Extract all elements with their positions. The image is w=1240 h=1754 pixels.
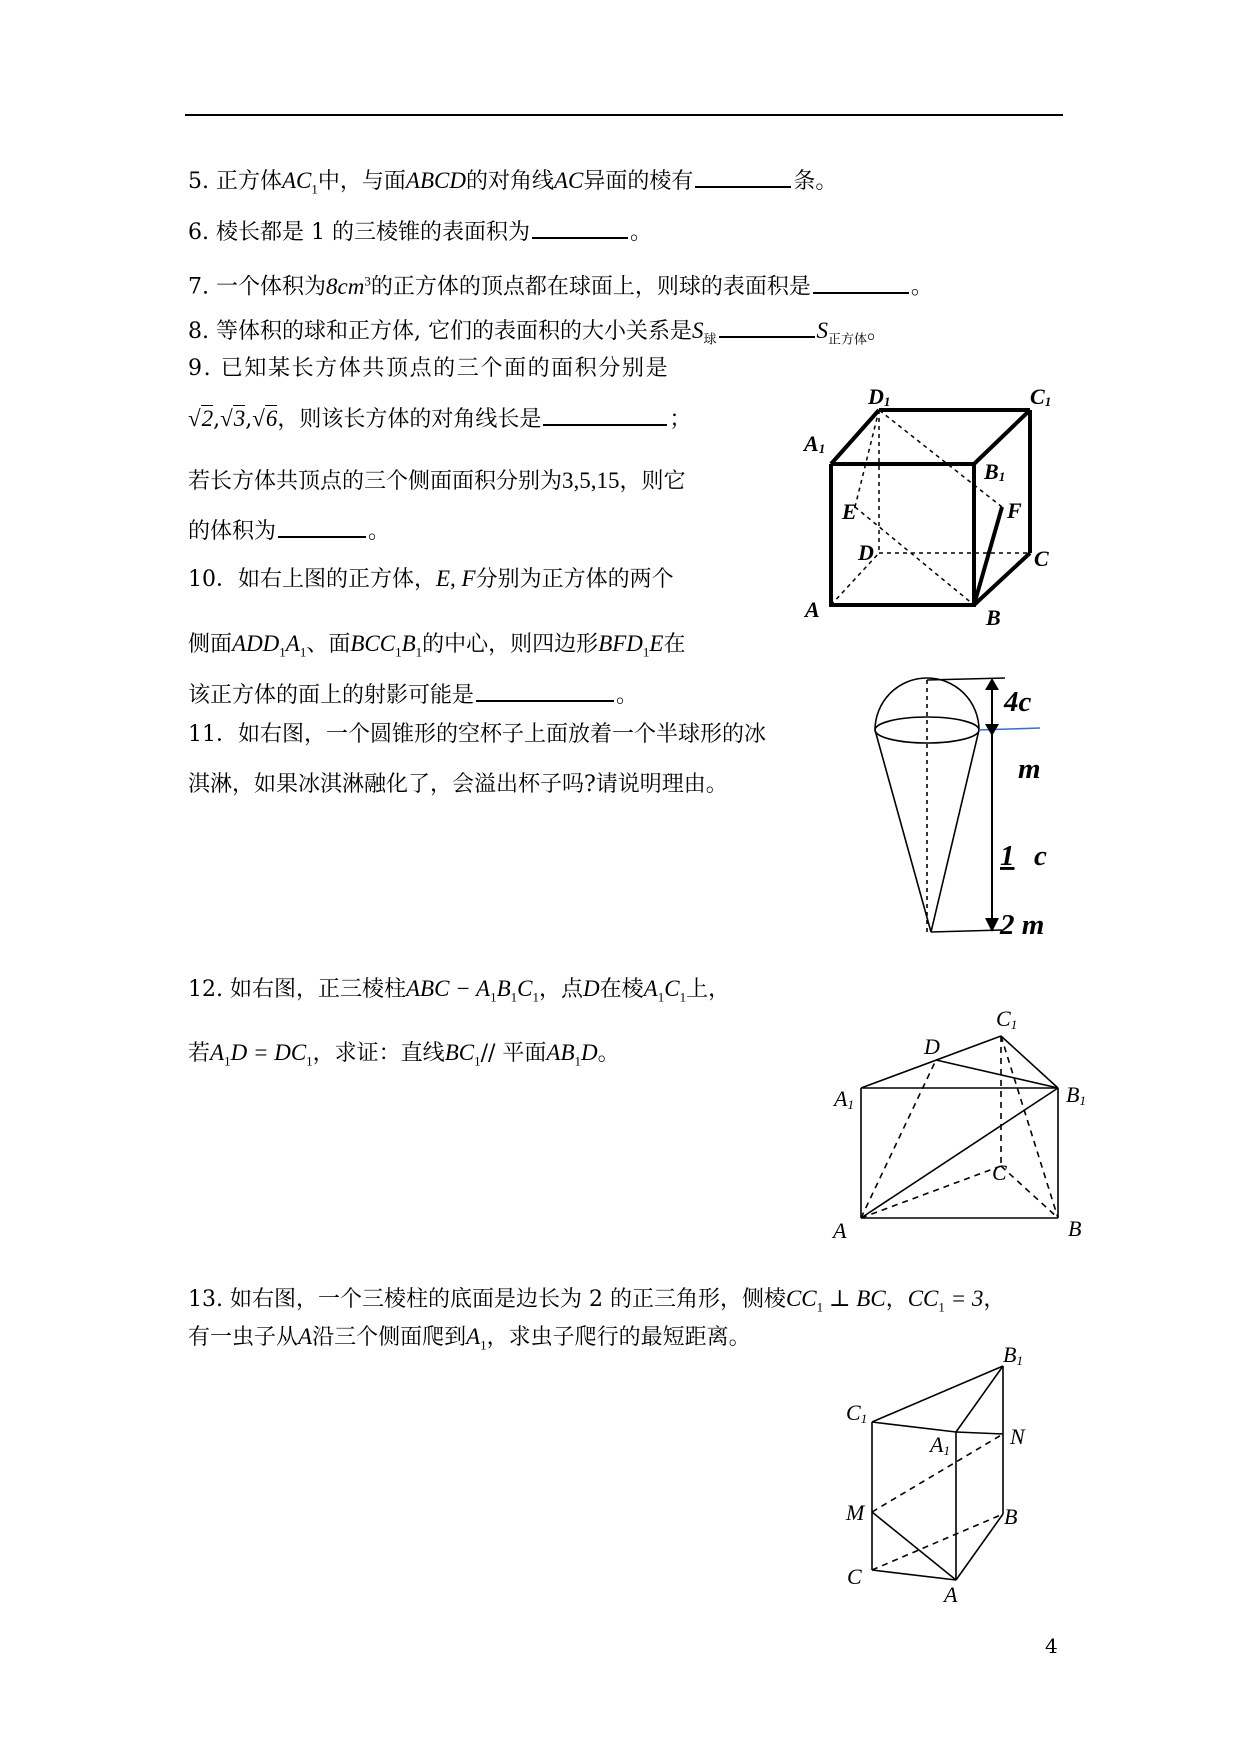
q12-text-h: 。 xyxy=(597,1041,620,1066)
q10-f3: BFD xyxy=(598,631,643,656)
q10-f3-sub: 1 xyxy=(642,644,650,660)
prism13-label-n: N xyxy=(1010,1424,1025,1449)
q5-ac: AC xyxy=(281,168,312,193)
q9-sqrt-2: √2 xyxy=(188,406,214,431)
q12-eq1: A xyxy=(210,1040,225,1065)
q10-f1-sub: 1 xyxy=(279,644,286,660)
q10-f1b-sub: 1 xyxy=(299,644,307,660)
q12-text-g: // 平面 xyxy=(480,1041,547,1066)
question-11-line1: 11．如右图，一个圆锥形的空杯子上面放着一个半球形的冰 xyxy=(188,722,766,747)
q10-text-f: 在 xyxy=(663,632,686,657)
cube-label-a: A xyxy=(805,597,820,622)
q12-p1d-sub: 1 xyxy=(532,989,540,1005)
q8-s2: S xyxy=(816,318,828,343)
q13-pa1-sub: 1 xyxy=(480,1337,487,1353)
q12-p1: ABC xyxy=(405,976,450,1001)
prism12-label-d: D xyxy=(924,1034,940,1059)
q9-text-c: ； xyxy=(669,407,692,432)
q12-text-e: 若 xyxy=(188,1041,211,1066)
cube-label-c1: C1 xyxy=(1030,384,1052,409)
q7-text-c: 。 xyxy=(910,274,933,300)
q8-text-b: 。 xyxy=(867,319,890,344)
prism13-label-c1: C1 xyxy=(846,1400,868,1426)
q13-math-a: A xyxy=(298,1324,313,1349)
q13-text-d: 有一虫子从 xyxy=(188,1325,299,1350)
prism12-label-a1: A1 xyxy=(834,1086,854,1112)
cube-label-d: D xyxy=(858,540,874,565)
q10-f2-sub: 1 xyxy=(395,644,402,660)
q9-sqrt-6: √6 xyxy=(252,406,278,431)
q13-c2b: = 3 xyxy=(950,1286,984,1311)
prism12-label-a: A xyxy=(833,1218,847,1243)
q10-f2b: B xyxy=(401,631,416,656)
q10-text-d: 、面 xyxy=(306,632,351,657)
q5-text-d: 异面的棱有 xyxy=(583,169,694,194)
q12-l1-sub: 1 xyxy=(474,1053,481,1069)
q12-math-d: D xyxy=(583,976,600,1001)
q5-math-abcd: ABCD xyxy=(405,168,466,193)
cone-label-2m: 2 m xyxy=(1000,909,1045,941)
q13-text-e: 沿三个侧面爬到 xyxy=(312,1325,467,1350)
q13-c2-sub: 1 xyxy=(938,1299,945,1315)
q9-r2: 3 xyxy=(233,406,246,431)
q12-p1b: A xyxy=(476,976,491,1001)
q13-text-f: ，求虫子爬行的最短距离。 xyxy=(486,1325,751,1350)
q5-text-e: 条。 xyxy=(793,169,838,194)
q6-text-b: 。 xyxy=(629,220,652,245)
prism13-label-a1: A1 xyxy=(930,1432,950,1458)
prism12-label-b: B xyxy=(1068,1216,1082,1241)
q12-p1c: B xyxy=(496,976,511,1001)
q13-text-c: ， xyxy=(983,1287,1006,1312)
q12-l1: BC xyxy=(444,1040,475,1065)
q12-eq1-sub: 1 xyxy=(224,1053,231,1069)
q10-f2: BCC xyxy=(350,631,396,656)
q10-text-e: 的中心，则四边形 xyxy=(422,632,599,657)
q12-pf: C xyxy=(664,976,680,1001)
q5-math-ac: AC xyxy=(553,168,584,193)
q12-pf-sub: 1 xyxy=(679,989,687,1005)
cube-label-b1: B1 xyxy=(984,459,1006,484)
q13-text-b: ， xyxy=(885,1287,908,1312)
q8-s1-sub: 球 xyxy=(703,331,717,347)
q7-vol: 8cm xyxy=(325,273,365,299)
q10-f3b: E xyxy=(649,631,664,656)
q7-text-a: 7. 一个体积为 xyxy=(188,274,326,300)
q12-p1d: C xyxy=(517,976,533,1001)
q12-eq1b: D = DC xyxy=(230,1040,307,1065)
q12-pl: AB xyxy=(546,1040,575,1065)
q5-text-b: 中，与面 xyxy=(317,169,406,194)
q10-f2b-sub: 1 xyxy=(415,644,423,660)
q12-text-a: 12. 如右图，正三棱柱 xyxy=(188,977,406,1002)
q9-sqrt-3: √3 xyxy=(220,406,246,431)
q10-math-ef: E, F xyxy=(436,566,476,591)
q10-text-g: 该正方体的面上的射影可能是 xyxy=(188,683,475,708)
q6-text-a: 6. 棱长都是 1 的三棱锥的表面积为 xyxy=(188,220,530,245)
q12-p1c-sub: 1 xyxy=(510,989,518,1005)
q9-r1: 2 xyxy=(201,406,214,431)
q12-p1b-sub: 1 xyxy=(490,989,497,1005)
cone-label-m: m xyxy=(1018,753,1041,785)
q12-pe-sub: 1 xyxy=(657,989,665,1005)
prism13-label-m: M xyxy=(846,1500,865,1525)
q9-text-d: 若长方体共顶点的三个侧面面积分别为 xyxy=(188,469,563,494)
q12-text-b: ，点 xyxy=(539,977,584,1002)
prism13-label-b1: B1 xyxy=(1003,1342,1023,1368)
q13-pa1: A xyxy=(466,1324,481,1349)
q7-text-b: 的正方体的顶点都在球面上，则球的表面积是 xyxy=(370,274,811,300)
q10-text-a: 10．如右上图的正方体， xyxy=(188,567,436,592)
question-9-line2: √2,√3,√6，则该长方体的对角线长是 ； xyxy=(188,406,692,432)
q12-pl-sub: 1 xyxy=(574,1053,582,1069)
q5-text-a: 5. 正方体 xyxy=(188,169,282,194)
q5-ac-sub: 1 xyxy=(311,181,318,197)
q13-c1b: ⊥ BC xyxy=(828,1286,886,1311)
q9-r3: 6 xyxy=(265,406,278,431)
q12-text-c: 在棱 xyxy=(599,977,644,1002)
prism13-label-b: B xyxy=(1004,1504,1018,1529)
q13-c1: CC xyxy=(785,1286,817,1311)
q12-pe: A xyxy=(643,976,658,1001)
q8-s2-sub: 正方体 xyxy=(828,331,868,347)
page-number: 4 xyxy=(1045,1634,1058,1658)
question-11-line2: 淇淋，如果冰淇淋融化了，会溢出杯子吗?请说明理由。 xyxy=(188,772,728,797)
cube-label-a1: A1 xyxy=(804,431,826,456)
cone-label-1: 1 xyxy=(1000,840,1015,872)
q9-text-g: 。 xyxy=(368,519,391,544)
q10-text-h: 。 xyxy=(616,683,639,708)
q9-math-areas: 3,5,15 xyxy=(562,468,620,493)
q12-plb: D xyxy=(581,1040,598,1065)
q13-text-a: 13. 如右图，一个三棱柱的底面是边长为 2 的正三角形，侧棱 xyxy=(188,1287,786,1312)
q10-f1: ADD xyxy=(232,631,280,656)
q9-text-f: 的体积为 xyxy=(188,519,277,544)
cone-label-4c: 4c xyxy=(1004,686,1032,718)
q5-text-c: 的对角线 xyxy=(465,169,554,194)
prism12-label-c: C xyxy=(992,1160,1007,1185)
q12-eq1b-sub: 1 xyxy=(306,1053,313,1069)
cone-label-c: c xyxy=(1034,840,1047,872)
prism13-label-c: C xyxy=(847,1564,862,1589)
cube-label-e: E xyxy=(842,499,857,524)
q9-text-e: ，则它 xyxy=(619,469,686,494)
q10-text-c: 侧面 xyxy=(188,632,233,657)
q10-text-b: 分别为正方体的两个 xyxy=(475,567,674,592)
q8-text-a: 8. 等体积的球和正方体, 它们的表面积的大小关系是 xyxy=(188,319,692,344)
q13-c2: CC xyxy=(907,1286,939,1311)
cube-label-b: B xyxy=(986,605,1001,630)
q9-text-b: ，则该长方体的对角线长是 xyxy=(277,407,542,432)
question-9-line1: 9. 已知某长方体共顶点的三个面的面积分别是 xyxy=(188,356,670,381)
q8-s1: S xyxy=(691,318,704,343)
q12-text-d: 上， xyxy=(686,977,731,1002)
cube-label-d1: D1 xyxy=(868,384,891,409)
q13-c1-sub: 1 xyxy=(816,1299,824,1315)
q12-text-f: ，求证：直线 xyxy=(312,1041,445,1066)
cube-label-c: C xyxy=(1034,546,1049,571)
q7-vol-exp: 3 xyxy=(364,273,371,288)
q12-math-prism: ABC − $A_1B_1C_1$ xyxy=(405,976,540,1005)
prism13-label-a: A xyxy=(944,1582,958,1607)
q10-f1b: A xyxy=(285,631,300,656)
cube-label-f: F xyxy=(1007,498,1022,523)
prism12-label-c1: C1 xyxy=(996,1006,1018,1032)
prism12-label-b1: B1 xyxy=(1066,1082,1086,1108)
